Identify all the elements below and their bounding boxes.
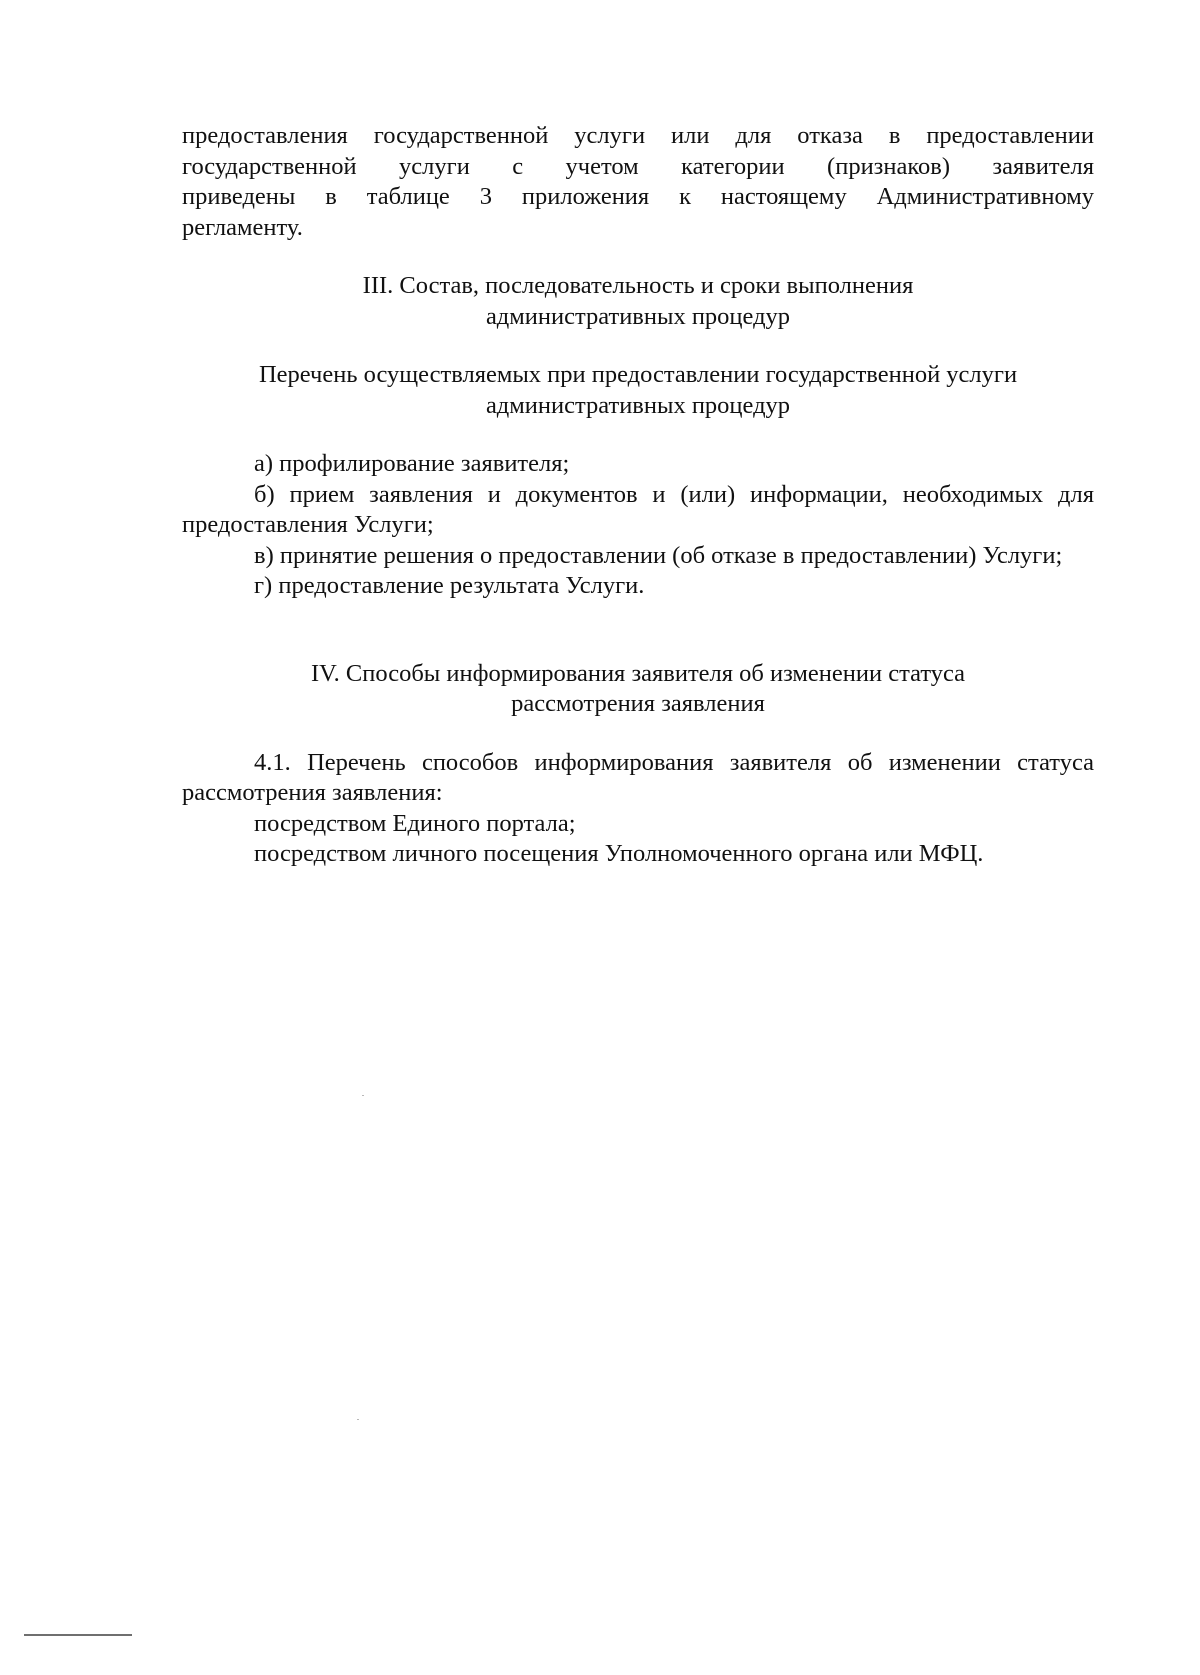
document-body bbox=[182, 121, 1094, 870]
procedure-list bbox=[182, 449, 1094, 602]
section-3-title-line: административных процедур bbox=[485, 302, 791, 330]
spacer bbox=[182, 720, 1094, 748]
section-3-subtitle-line: административных процедур bbox=[485, 391, 791, 419]
procedure-item: б) прием заявления и документов и (или) информации, необходимых для предоставления Услуги; bbox=[182, 480, 1094, 538]
section-4-heading bbox=[182, 659, 1094, 720]
section-3-heading bbox=[182, 271, 1094, 332]
spacer bbox=[182, 243, 1094, 271]
section-4-title-line: рассмотрения заявления bbox=[511, 690, 765, 717]
spacer bbox=[182, 332, 1094, 360]
procedure-item: г) предоставление результата Услуги. bbox=[254, 572, 645, 599]
procedure-item: а) профилирование заявителя; bbox=[254, 450, 570, 477]
section-3-subtitle-line: Перечень осуществляемых при предоставлении государственной услуги bbox=[258, 361, 1018, 388]
scan-speck bbox=[362, 1095, 364, 1096]
procedure-item: в) принятие решения о предоставлении (об отказе в предоставлении) Услуги; bbox=[254, 541, 1063, 569]
intro-line: приведены в таблице 3 приложения к настоящему Административному bbox=[182, 183, 1094, 210]
section-4-title-line: IV. Способы информирования заявителя об изменении статуса bbox=[310, 659, 966, 687]
scan-speck bbox=[357, 1419, 359, 1420]
spacer bbox=[182, 421, 1094, 449]
intro-paragraph bbox=[182, 121, 1094, 243]
intro-line: регламенту. bbox=[182, 213, 303, 241]
notification-method: посредством Единого портала; bbox=[254, 809, 576, 837]
section-3-subheading bbox=[182, 360, 1094, 421]
scan-edge-mark bbox=[24, 1634, 132, 1636]
intro-line: государственной услуги с учетом категории (признаков) заявителя bbox=[182, 152, 1094, 180]
intro-line: предоставления государственной услуги или для отказа в предоставлении bbox=[182, 122, 1094, 149]
section-4-paragraph: 4.1. Перечень способов информирования заявителя об изменении статуса рассмотрения заявления: bbox=[182, 748, 1094, 806]
notification-method: посредством личного посещения Уполномоченного органа или МФЦ. bbox=[254, 840, 984, 867]
spacer bbox=[182, 602, 1094, 659]
section-3-title-line: III. Состав, последовательность и сроки выполнения bbox=[362, 272, 914, 299]
